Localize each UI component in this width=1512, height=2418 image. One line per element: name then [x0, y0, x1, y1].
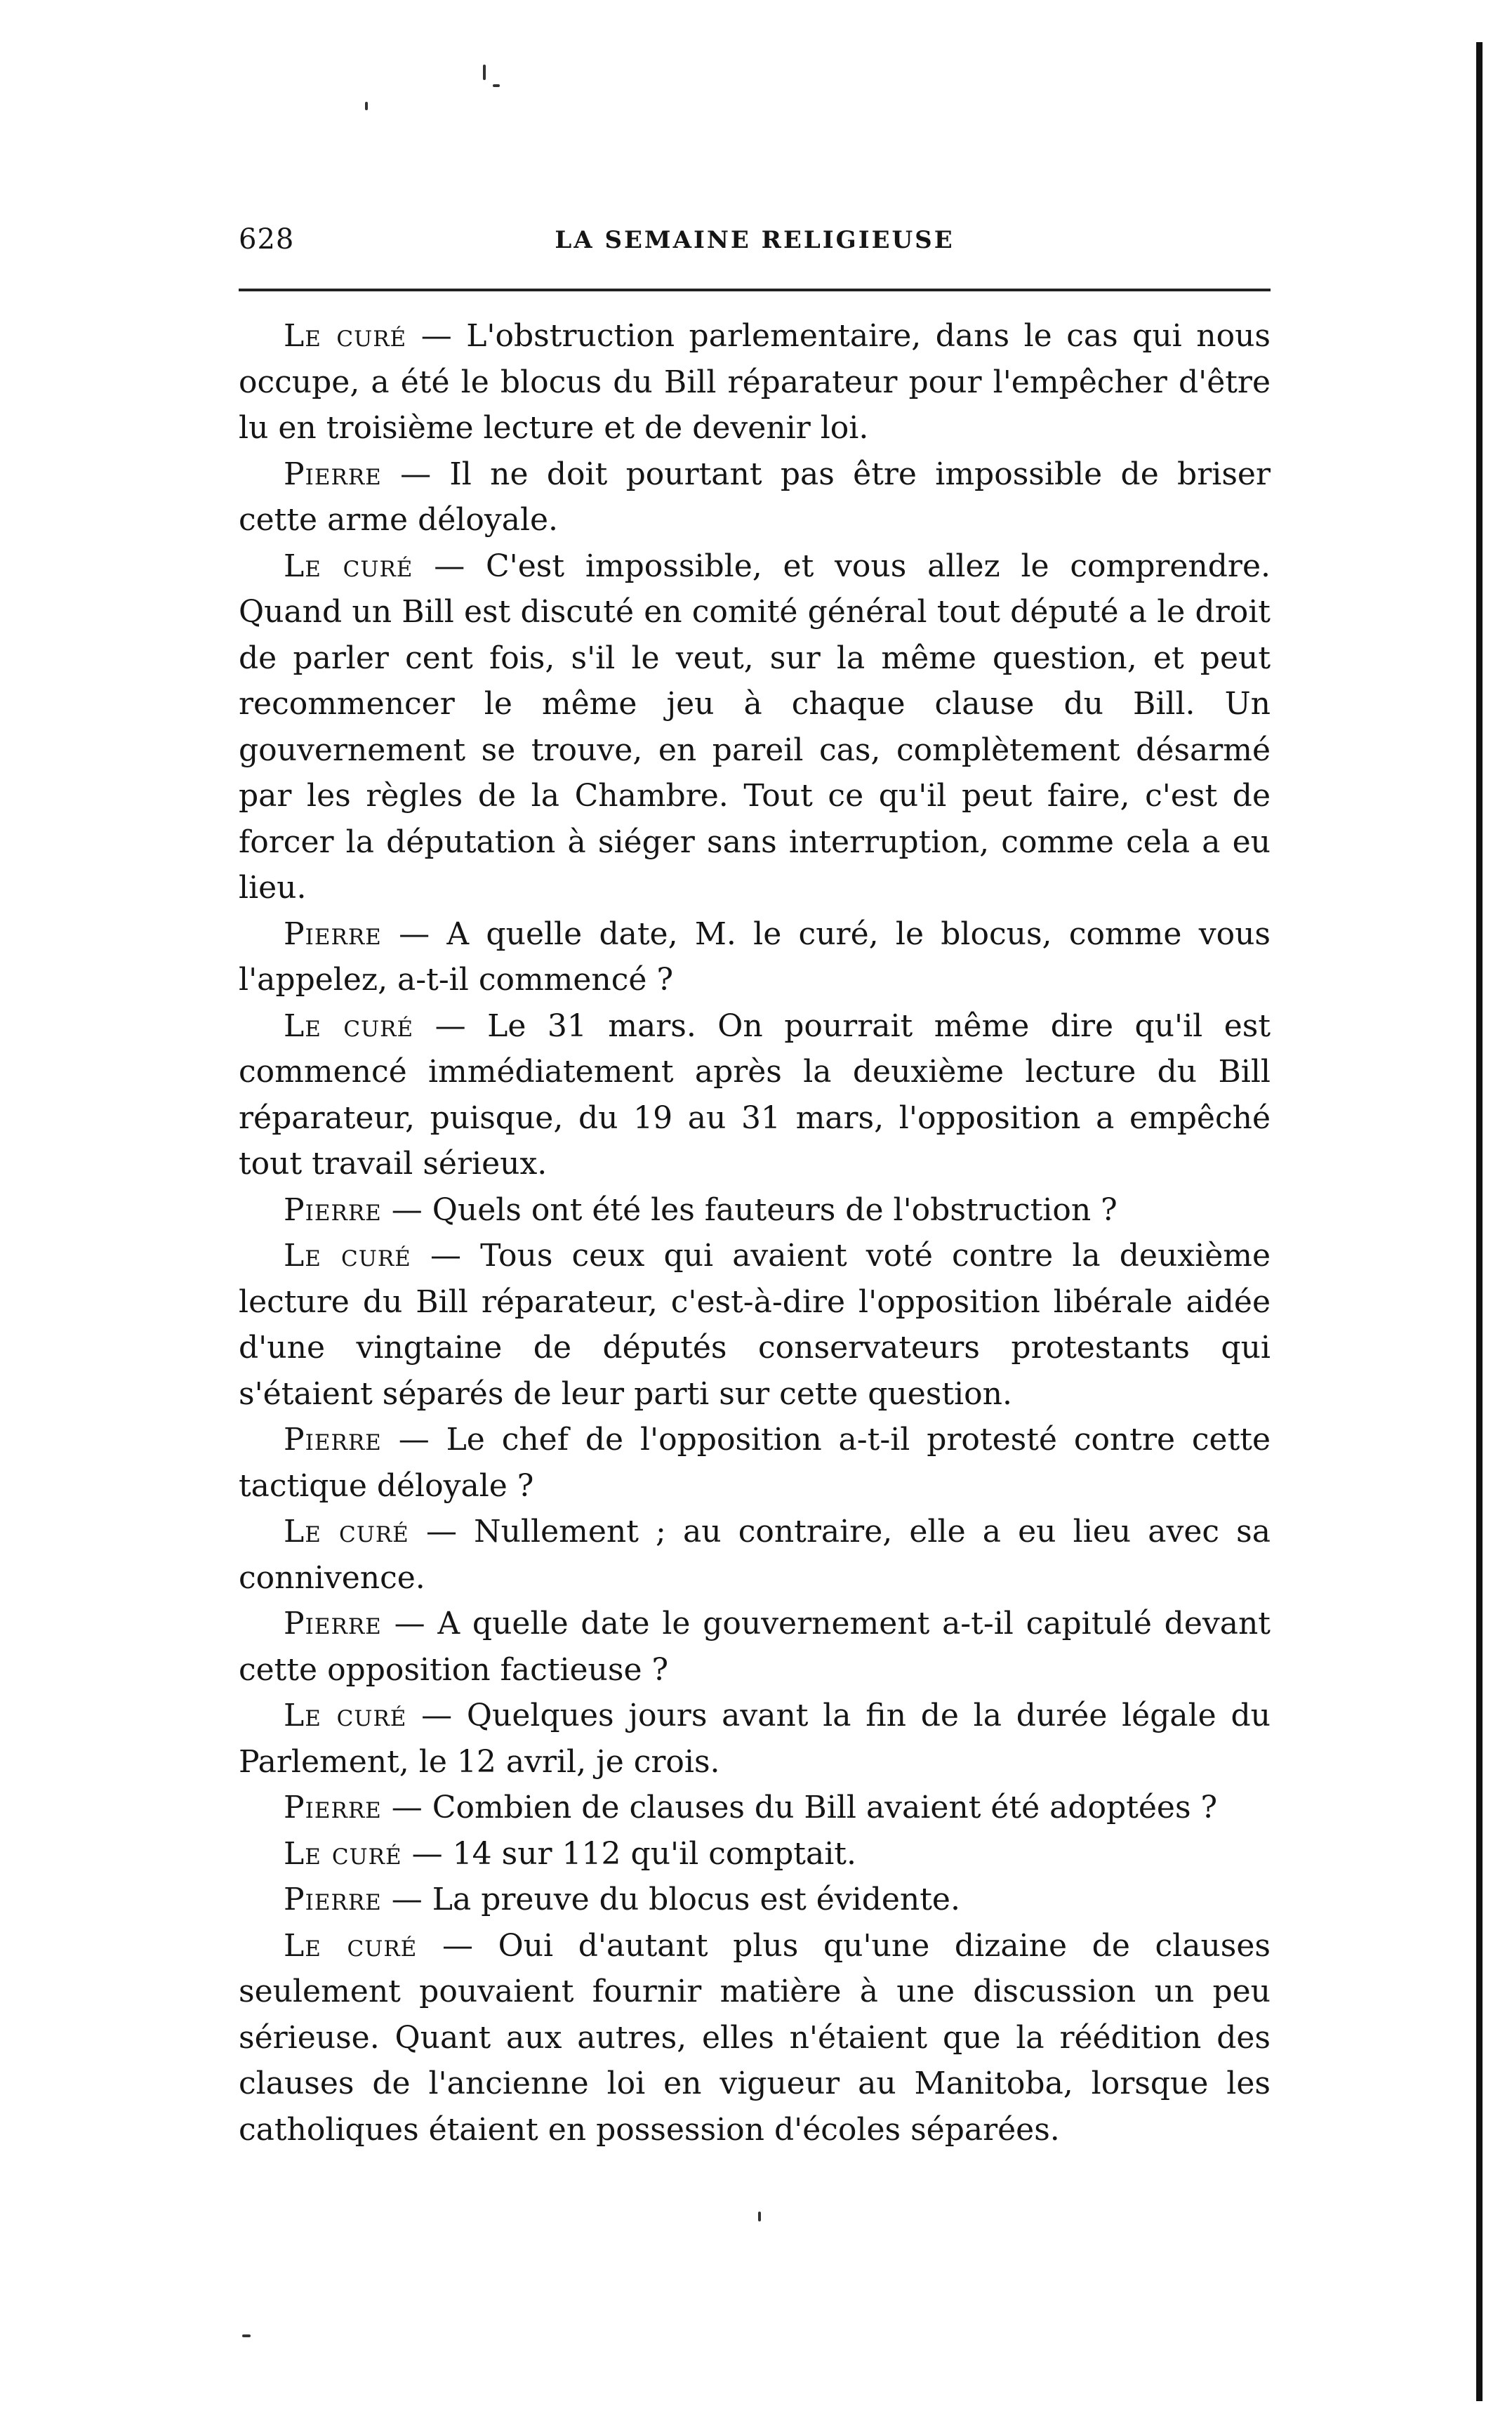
paragraph-text: — C'est impossible, et vous allez le comprendre. Quand un Bill est discuté en comité général tout député a le droit de parler cent fois, s'il le veut, sur la même question, et peut recommencer le même jeu à chaque clause du Bill. Un gouvernement se trouve, en pareil cas, complètement désarmé par les règles de la Chambre. Tout ce qu'il peut faire, c'est de forcer la députation à siéger sans interruption, comme cela a eu lieu.: [239, 548, 1271, 906]
dialogue-paragraph: [239, 313, 1271, 451]
paragraph-text: — Oui d'autant plus qu'une dizaine de clauses seulement pouvaient fournir matière à une discussion un peu sérieuse. Quant aux autres, elles n'étaient que la réédition des clauses de l'ancienne loi en vigueur au Manitoba, lorsque les catholiques étaient en possession d'écoles séparées.: [239, 1927, 1271, 2148]
dialogue-paragraph: [239, 1509, 1271, 1601]
dialogue-paragraph: [239, 1785, 1271, 1831]
dialogue-paragraph: [239, 1233, 1271, 1417]
scan-speck: [242, 2334, 251, 2337]
page-edge-line: [1476, 42, 1483, 2401]
paragraph-text: — Le chef de l'opposition a-t-il protesté contre cette tactique déloyale ?: [239, 1422, 1271, 1504]
speaker-name: Le curé: [284, 1698, 407, 1733]
speaker-name: Pierre: [284, 916, 382, 952]
speaker-name: Pierre: [284, 1191, 382, 1228]
dialogue-paragraph: [239, 1187, 1271, 1234]
paragraph-text: — 14 sur 112 qu'il comptait.: [411, 1835, 856, 1872]
speaker-name: Le curé: [284, 318, 407, 354]
page-number: 628: [239, 223, 295, 256]
scan-speck: [365, 102, 368, 110]
speaker-name: Pierre: [284, 1882, 382, 1917]
dialogue-paragraph: [239, 1877, 1271, 1923]
paragraph-text: — Il ne doit pourtant pas être impossible de briser cette arme déloyale.: [239, 456, 1271, 538]
speaker-name: Le curé: [284, 1514, 409, 1550]
paragraph-text: — Quels ont été les fauteurs de l'obstruction ?: [391, 1191, 1118, 1228]
dialogue-paragraph: [239, 911, 1271, 1003]
speaker-name: Pierre: [284, 1422, 382, 1458]
speaker-name: Le curé: [284, 1927, 418, 1964]
header-rule: [239, 289, 1271, 291]
speaker-name: Le curé: [284, 1835, 402, 1872]
running-title: LA SEMAINE RELIGIEUSE: [555, 226, 955, 254]
paragraph-text: — Le 31 mars. On pourrait même dire qu'il est commencé immédiatement après la deuxième lecture du Bill réparateur, puisque, du 19 au 31 mars, l'opposition a empêché tout travail sérieux.: [239, 1008, 1271, 1182]
paragraph-text: — Combien de clauses du Bill avaient été adoptées ?: [391, 1790, 1218, 1825]
dialogue-paragraph: [239, 1601, 1271, 1693]
paragraph-text: — Tous ceux qui avaient voté contre la deuxième lecture du Bill réparateur, c'est-à-dire l'opposition libérale aidée d'une vingtaine de députés conservateurs protestants qui s'étaient séparés de leur parti sur cette question.: [239, 1238, 1271, 1412]
dialogue-text: [239, 313, 1271, 2153]
paragraph-text: — Quelques jours avant la fin de la durée légale du Parlement, le 12 avril, je crois.: [239, 1698, 1271, 1780]
dialogue-paragraph: [239, 1417, 1271, 1509]
speaker-name: Pierre: [284, 1606, 382, 1641]
scan-speck: [758, 2212, 761, 2221]
speaker-name: Le curé: [284, 548, 413, 584]
speaker-name: Le curé: [284, 1238, 411, 1274]
dialogue-paragraph: [239, 543, 1271, 911]
dialogue-paragraph: [239, 451, 1271, 543]
speaker-name: Le curé: [284, 1008, 414, 1044]
dialogue-paragraph: [239, 1693, 1271, 1785]
scan-speck: [483, 65, 486, 80]
speaker-name: Pierre: [284, 1790, 382, 1825]
paragraph-text: — A quelle date le gouvernement a-t-il capitulé devant cette opposition factieuse ?: [239, 1606, 1271, 1688]
dialogue-paragraph: [239, 1831, 1271, 1877]
scan-speck: [493, 84, 500, 87]
paragraph-text: — L'obstruction parlementaire, dans le cas qui nous occupe, a été le blocus du Bill réparateur pour l'empêcher d'être lu en troisième lecture et de devenir loi.: [239, 318, 1271, 446]
page-header: [239, 223, 1271, 265]
paragraph-text: — Nullement ; au contraire, elle a eu lieu avec sa connivence.: [239, 1514, 1271, 1596]
paragraph-text: — La preuve du blocus est évidente.: [391, 1882, 960, 1917]
paragraph-text: — A quelle date, M. le curé, le blocus, comme vous l'appelez, a-t-il commencé ?: [239, 916, 1271, 998]
dialogue-paragraph: [239, 1003, 1271, 1187]
speaker-name: Pierre: [284, 456, 382, 492]
dialogue-paragraph: [239, 1923, 1271, 2153]
